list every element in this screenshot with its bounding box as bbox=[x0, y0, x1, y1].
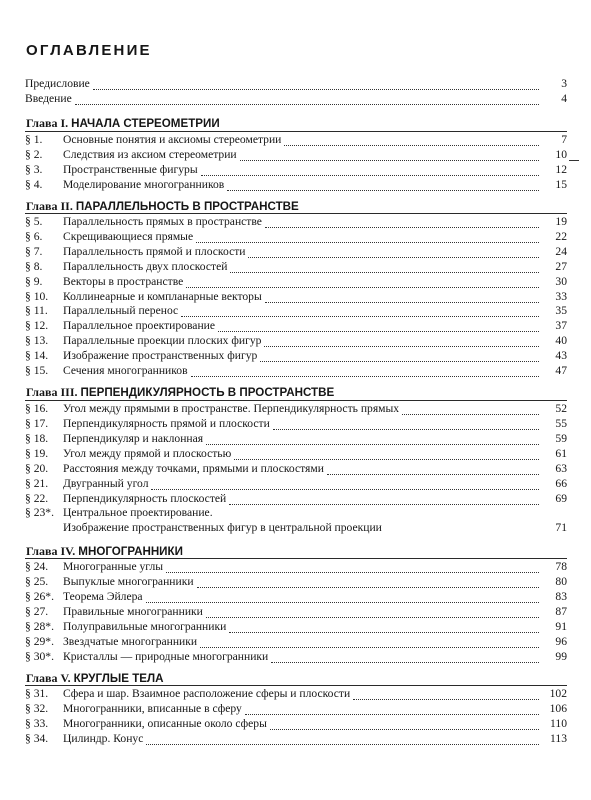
section-number: § 3. bbox=[25, 163, 43, 176]
chapter-heading bbox=[26, 199, 299, 214]
entry-page: 12 bbox=[555, 163, 567, 176]
toc-entry[interactable] bbox=[25, 245, 567, 259]
entry-page: 43 bbox=[555, 349, 567, 362]
entry-page: 83 bbox=[555, 590, 567, 603]
section-number: § 33. bbox=[25, 717, 49, 730]
entry-text: Предисловие bbox=[25, 77, 90, 90]
toc-entry[interactable] bbox=[25, 260, 567, 274]
entry-text: Кристаллы — природные многогранники bbox=[63, 650, 269, 663]
entry-page: 71 bbox=[555, 521, 567, 534]
toc-entry[interactable] bbox=[25, 635, 567, 649]
leader-dots bbox=[230, 262, 539, 273]
entry-page: 30 bbox=[555, 275, 567, 288]
entry-text: Основные понятия и аксиомы стереометрии bbox=[63, 133, 282, 146]
section-number: § 27. bbox=[25, 605, 49, 618]
toc-entry[interactable] bbox=[25, 178, 567, 192]
entry-text: Многогранные углы bbox=[63, 560, 164, 573]
chapter-heading bbox=[26, 544, 183, 559]
section-number: § 32. bbox=[25, 702, 49, 715]
section-number: § 28*. bbox=[25, 620, 54, 633]
toc-entry[interactable] bbox=[25, 163, 567, 177]
chapter-name: НАЧАЛА СТЕРЕОМЕТРИИ bbox=[71, 117, 220, 130]
toc-entry[interactable] bbox=[25, 447, 567, 461]
leader-dots bbox=[229, 622, 539, 633]
section-number: § 29*. bbox=[25, 635, 54, 648]
section-number: § 7. bbox=[25, 245, 43, 258]
toc-entry[interactable] bbox=[25, 432, 567, 446]
entry-text: Перпендикулярность плоскостей bbox=[63, 492, 227, 505]
toc-entry-multiline[interactable] bbox=[25, 506, 567, 520]
toc-entry[interactable] bbox=[25, 334, 567, 348]
entry-text: Теорема Эйлера bbox=[63, 590, 143, 603]
chapter-heading bbox=[26, 385, 334, 400]
entry-text: Коллинеарные и компланарные векторы bbox=[63, 290, 262, 303]
toc-entry[interactable] bbox=[25, 133, 567, 147]
toc-entry[interactable] bbox=[25, 215, 567, 229]
entry-page: 33 bbox=[555, 290, 567, 303]
entry-page: 113 bbox=[550, 732, 567, 745]
leader-dots bbox=[227, 180, 539, 191]
entry-text: Изображение пространственных фигур в центральной проекции bbox=[63, 521, 382, 534]
chapter-label: Глава III. bbox=[26, 385, 78, 399]
section-number: § 20. bbox=[25, 462, 49, 475]
leader-dots bbox=[271, 652, 539, 663]
entry-text: Векторы в пространстве bbox=[63, 275, 184, 288]
toc-entry[interactable] bbox=[25, 717, 567, 731]
leader-dots bbox=[75, 94, 539, 105]
toc-entry[interactable] bbox=[25, 492, 567, 506]
leader-dots bbox=[206, 607, 539, 618]
chapter-label: Глава V. bbox=[26, 671, 71, 685]
section-number: § 16. bbox=[25, 402, 49, 415]
section-number: § 15. bbox=[25, 364, 49, 377]
chapter-label: Глава IV. bbox=[26, 544, 76, 558]
section-number: § 24. bbox=[25, 560, 49, 573]
section-number: § 12. bbox=[25, 319, 49, 332]
entry-page: 27 bbox=[555, 260, 567, 273]
leader-dots bbox=[218, 321, 539, 332]
toc-entry[interactable] bbox=[25, 702, 567, 716]
leader-dots bbox=[353, 689, 539, 700]
leader-dots bbox=[265, 292, 539, 303]
entry-text: Цилиндр. Конус bbox=[63, 732, 144, 745]
leader-dots bbox=[245, 704, 539, 715]
section-number: § 4. bbox=[25, 178, 43, 191]
entry-text: Звездчатые многогранники bbox=[63, 635, 198, 648]
entry-page: 22 bbox=[555, 230, 567, 243]
entry-page: 110 bbox=[550, 717, 567, 730]
leader-dots bbox=[234, 449, 539, 460]
section-number: § 23*. bbox=[25, 506, 54, 519]
leader-dots bbox=[166, 562, 539, 573]
toc-entry[interactable] bbox=[25, 349, 567, 363]
entry-page: 19 bbox=[555, 215, 567, 228]
entry-page: 99 bbox=[555, 650, 567, 663]
entry-text: Угол между прямыми в пространстве. Перпендикулярность прямых bbox=[63, 402, 400, 415]
leader-space bbox=[385, 523, 539, 533]
section-divider bbox=[25, 400, 567, 401]
entry-page: 40 bbox=[555, 334, 567, 347]
leader-dots bbox=[197, 577, 539, 588]
toc-entry[interactable] bbox=[25, 590, 567, 604]
entry-page: 80 bbox=[555, 575, 567, 588]
chapter-heading bbox=[26, 116, 220, 131]
chapter-label: Глава I. bbox=[26, 116, 69, 130]
section-number: § 22. bbox=[25, 492, 49, 505]
entry-text: Скрещивающиеся прямые bbox=[63, 230, 194, 243]
entry-page: 55 bbox=[555, 417, 567, 430]
entry-page: 24 bbox=[555, 245, 567, 258]
section-number: § 21. bbox=[25, 477, 49, 490]
entry-text: Следствия из аксиом стереометрии bbox=[63, 148, 237, 161]
entry-page: 102 bbox=[549, 687, 567, 700]
toc-entry[interactable] bbox=[25, 560, 567, 574]
toc-entry-preface[interactable] bbox=[25, 77, 567, 91]
entry-text: Угол между прямой и плоскостью bbox=[63, 447, 232, 460]
leader-dots bbox=[181, 306, 539, 317]
entry-page: 37 bbox=[555, 319, 567, 332]
chapter-heading bbox=[26, 671, 164, 686]
toc-entry[interactable] bbox=[25, 687, 567, 701]
toc-entry[interactable] bbox=[25, 575, 567, 589]
entry-text: Параллельное проектирование bbox=[63, 319, 215, 332]
entry-page: 3 bbox=[561, 77, 567, 90]
entry-text: Параллельность прямых в пространстве bbox=[63, 215, 262, 228]
section-number: § 18. bbox=[25, 432, 49, 445]
entry-page: 78 bbox=[555, 560, 567, 573]
leader-dots bbox=[201, 165, 539, 176]
toc-entry[interactable] bbox=[25, 275, 567, 289]
entry-text: Перпендикуляр и наклонная bbox=[63, 432, 204, 445]
margin-mark bbox=[569, 160, 579, 161]
entry-page: 7 bbox=[561, 133, 567, 146]
toc-entry[interactable] bbox=[25, 319, 567, 333]
leader-dots bbox=[200, 637, 539, 648]
entry-text: Сечения многогранников bbox=[63, 364, 188, 377]
leader-dots bbox=[265, 217, 539, 228]
section-number: § 8. bbox=[25, 260, 43, 273]
toc-entry[interactable] bbox=[25, 290, 567, 304]
entry-page: 61 bbox=[555, 447, 567, 460]
toc-entry[interactable] bbox=[25, 230, 567, 244]
entry-text: Центральное проектирование. bbox=[63, 506, 213, 519]
section-number: § 5. bbox=[25, 215, 43, 228]
section-number: § 14. bbox=[25, 349, 49, 362]
leader-dots bbox=[206, 434, 539, 445]
section-number: § 17. bbox=[25, 417, 49, 430]
entry-page: 15 bbox=[555, 178, 567, 191]
leader-dots bbox=[264, 336, 539, 347]
entry-text: Параллельные проекции плоских фигур bbox=[63, 334, 262, 347]
leader-dots bbox=[146, 734, 539, 745]
entry-page: 91 bbox=[555, 620, 567, 633]
leader-dots bbox=[240, 150, 539, 161]
section-divider bbox=[25, 213, 567, 214]
chapter-name: МНОГОГРАННИКИ bbox=[78, 545, 183, 558]
section-number: § 1. bbox=[25, 133, 43, 146]
section-number: § 25. bbox=[25, 575, 49, 588]
leader-dots bbox=[151, 479, 539, 490]
entry-text: Пространственные фигуры bbox=[63, 163, 198, 176]
toc-entry[interactable] bbox=[25, 148, 567, 162]
entry-text: Сфера и шар. Взаимное расположение сферы и плоскости bbox=[63, 687, 351, 700]
leader-dots bbox=[248, 247, 539, 258]
toc-entry[interactable] bbox=[25, 620, 567, 634]
entry-page: 52 bbox=[555, 402, 567, 415]
section-number: § 10. bbox=[25, 290, 49, 303]
toc-entry[interactable] bbox=[25, 402, 567, 416]
section-number: § 30*. bbox=[25, 650, 54, 663]
leader-dots bbox=[146, 592, 539, 603]
entry-text: Введение bbox=[25, 92, 72, 105]
entry-text: Параллельность прямой и плоскости bbox=[63, 245, 246, 258]
toc-entry-continuation[interactable] bbox=[25, 521, 567, 535]
entry-page: 106 bbox=[549, 702, 567, 715]
section-divider bbox=[25, 558, 567, 559]
entry-text: Параллельный перенос bbox=[63, 304, 179, 317]
entry-text: Моделирование многогранников bbox=[63, 178, 225, 191]
entry-text: Правильные многогранники bbox=[63, 605, 203, 618]
section-number: § 2. bbox=[25, 148, 43, 161]
entry-text: Расстояния между точками, прямыми и плоскостями bbox=[63, 462, 324, 475]
entry-text: Двугранный угол bbox=[63, 477, 149, 490]
chapter-name: КРУГЛЫЕ ТЕЛА bbox=[73, 672, 164, 685]
entry-page: 47 bbox=[555, 364, 567, 377]
section-number: § 31. bbox=[25, 687, 49, 700]
entry-text: Параллельность двух плоскостей bbox=[63, 260, 228, 273]
entry-text: Выпуклые многогранники bbox=[63, 575, 194, 588]
section-number: § 26*. bbox=[25, 590, 54, 603]
chapter-name: ПАРАЛЛЕЛЬНОСТЬ В ПРОСТРАНСТВЕ bbox=[75, 200, 299, 213]
entry-page: 69 bbox=[555, 492, 567, 505]
leader-dots bbox=[191, 366, 539, 377]
toc-entry[interactable] bbox=[25, 304, 567, 318]
toc-entry[interactable] bbox=[25, 732, 567, 746]
entry-text: Изображение пространственных фигур bbox=[63, 349, 258, 362]
leader-dots bbox=[93, 79, 539, 90]
entry-text: Перпендикулярность прямой и плоскости bbox=[63, 417, 270, 430]
toc-entry[interactable] bbox=[25, 605, 567, 619]
section-number: § 6. bbox=[25, 230, 43, 243]
leader-dots bbox=[327, 464, 539, 475]
entry-page: 96 bbox=[555, 635, 567, 648]
entry-text: Многогранники, описанные около сферы bbox=[63, 717, 267, 730]
toc-entry[interactable] bbox=[25, 364, 567, 378]
leader-dots bbox=[196, 232, 539, 243]
entry-text: Многогранники, вписанные в сферу bbox=[63, 702, 242, 715]
leader-dots bbox=[273, 419, 539, 430]
section-number: § 11. bbox=[25, 304, 48, 317]
toc-entry[interactable] bbox=[25, 462, 567, 476]
section-number: § 13. bbox=[25, 334, 49, 347]
section-number: § 34. bbox=[25, 732, 49, 745]
leader-dots bbox=[260, 351, 539, 362]
section-number: § 9. bbox=[25, 275, 43, 288]
entry-page: 87 bbox=[555, 605, 567, 618]
entry-text: Полуправильные многогранники bbox=[63, 620, 227, 633]
leader-dots bbox=[402, 404, 539, 415]
toc-entry-introduction[interactable] bbox=[25, 92, 567, 106]
section-divider bbox=[25, 685, 567, 686]
toc-title: ОГЛАВЛЕНИЕ bbox=[26, 42, 152, 59]
entry-page: 10 bbox=[555, 148, 567, 161]
entry-page: 63 bbox=[555, 462, 567, 475]
section-divider bbox=[25, 131, 567, 132]
section-number: § 19. bbox=[25, 447, 49, 460]
chapter-name: ПЕРПЕНДИКУЛЯРНОСТЬ В ПРОСТРАНСТВЕ bbox=[80, 386, 335, 399]
leader-dots bbox=[229, 494, 539, 505]
leader-dots bbox=[270, 719, 539, 730]
entry-page: 59 bbox=[555, 432, 567, 445]
toc-entry[interactable] bbox=[25, 650, 567, 664]
entry-page: 4 bbox=[561, 92, 567, 105]
leader-dots bbox=[186, 277, 539, 288]
entry-page: 35 bbox=[555, 304, 567, 317]
toc-entry[interactable] bbox=[25, 417, 567, 431]
entry-page: 66 bbox=[555, 477, 567, 490]
chapter-label: Глава II. bbox=[26, 199, 73, 213]
toc-entry[interactable] bbox=[25, 477, 567, 491]
leader-dots bbox=[284, 135, 539, 146]
